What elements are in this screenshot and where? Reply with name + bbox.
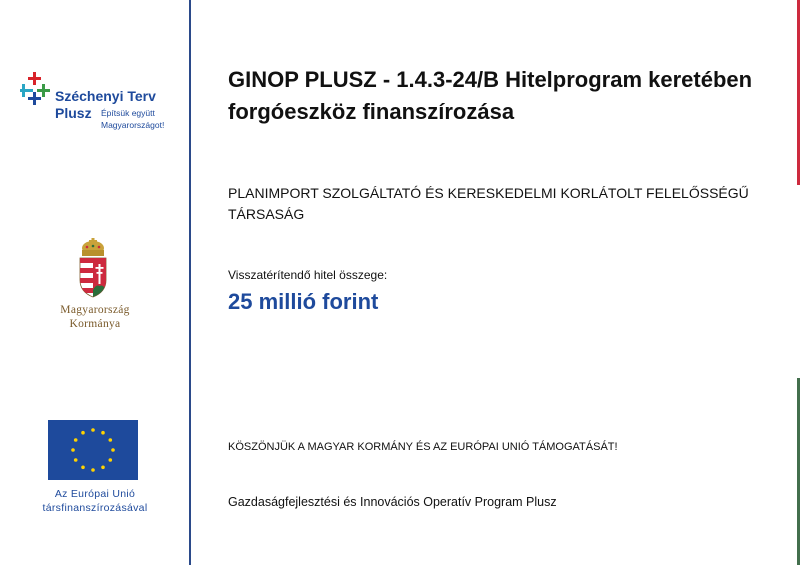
szechenyi-tagline-2: Magyarországot! xyxy=(101,120,165,130)
eu-flag-icon xyxy=(48,420,138,480)
hungarian-coat-of-arms-icon xyxy=(76,238,110,298)
eu-caption-line-2: társfinanszírozásával xyxy=(42,502,148,514)
thanks-statement: KÖSZÖNJÜK A MAGYAR KORMÁNY ÉS AZ EURÓPAI UNIÓ TÁMOGATÁSÁT! xyxy=(228,441,618,453)
vertical-divider xyxy=(189,0,191,565)
beneficiary-company: PLANIMPORT SZOLGÁLTATÓ ÉS KERESKEDELMI KORLÁTOLT FELELŐSSÉGŰ TÁRSASÁG xyxy=(228,185,749,222)
szechenyi-cross-icon xyxy=(20,70,50,106)
szechenyi-tagline-1: Építsük együtt xyxy=(101,108,155,118)
szechenyi-plusz: Plusz xyxy=(55,105,92,121)
szechenyi-terv-logo xyxy=(20,70,180,130)
government-name-line-1: Magyarország xyxy=(60,304,130,316)
loan-amount-label: Visszatérítendő hitel összege: xyxy=(228,268,388,282)
project-title: GINOP PLUSZ - 1.4.3-24/B Hitelprogram keretében forgóeszköz finanszírozása xyxy=(228,67,753,124)
loan-amount-value: 25 millió forint xyxy=(228,289,379,314)
eu-caption-line-1: Az Európai Unió xyxy=(54,488,136,500)
szechenyi-title: Széchenyi Terv xyxy=(55,88,156,104)
government-name-line-2: Kormánya xyxy=(69,318,121,330)
program-name: Gazdaságfejlesztési és Innovációs Operatív Program Plusz xyxy=(228,495,557,509)
logo-sidebar xyxy=(0,0,190,565)
